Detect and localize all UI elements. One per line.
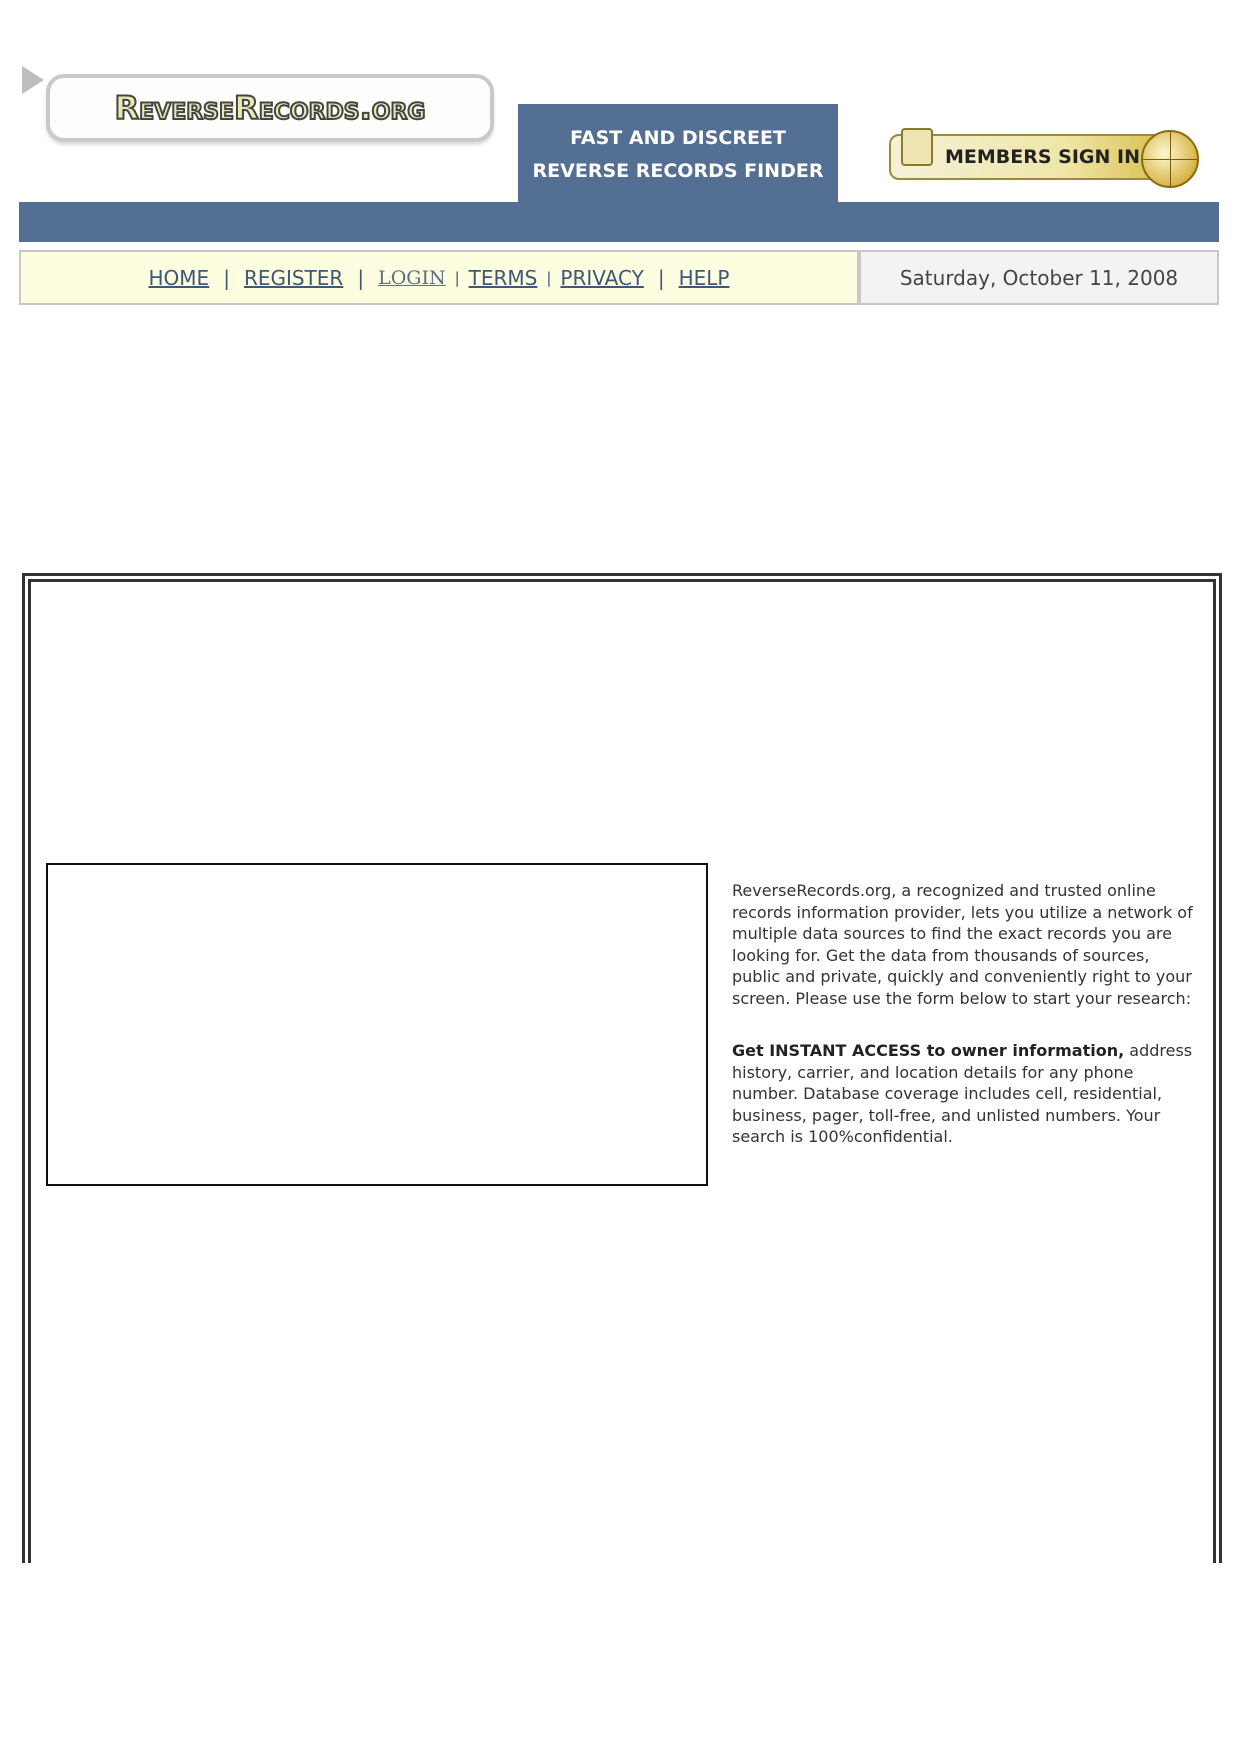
search-form-box (46, 863, 708, 1186)
access-paragraph (732, 1040, 1202, 1148)
main-nav (19, 250, 859, 305)
access-details: address history, carrier, and location details for any phone number. Database coverage includes cell, residential, business, pager, toll-free, and unlisted numbers. Your search is 100%confidential. (732, 1041, 1193, 1146)
nav-login[interactable]: LOGIN (378, 266, 446, 289)
site-logo[interactable] (22, 66, 490, 142)
members-sign-in-label: MEMBERS SIGN IN (945, 146, 1141, 168)
nav-separator: | (357, 265, 365, 290)
tagline-line2: REVERSE RECORDS FINDER (532, 160, 824, 182)
nav-separator: | (454, 268, 460, 287)
nav-help[interactable]: HELP (678, 265, 730, 290)
nav-separator: | (657, 265, 665, 290)
access-heading: Get INSTANT ACCESS to owner information, (732, 1041, 1125, 1060)
intro-paragraph: ReverseRecords.org, a recognized and trusted online records information provider, lets you utilize a network of multiple data sources to find the exact records you are looking for. Get the data from thousands of sources, public and private, quickly and conveniently right to your screen. Please use the form below to start your research: (732, 881, 1193, 1008)
info-text (732, 880, 1202, 1179)
header-bar (19, 202, 1219, 242)
nav-separator: | (546, 268, 552, 287)
tagline-line1: FAST AND DISCREET (570, 127, 786, 149)
scroll-icon (901, 128, 933, 166)
nav-separator: | (223, 265, 230, 290)
nav-register[interactable]: REGISTER (243, 265, 344, 290)
nav-home[interactable]: HOME (148, 265, 210, 290)
nav-terms[interactable]: TERMS (468, 265, 538, 290)
play-arrow-icon (22, 66, 44, 94)
globe-icon (1141, 130, 1199, 188)
members-sign-in-button[interactable] (885, 128, 1207, 186)
current-date: Saturday, October 11, 2008 (859, 250, 1219, 305)
logo-text: ReverseRecords.org (114, 89, 426, 127)
nav-privacy[interactable]: PRIVACY (560, 265, 644, 290)
tagline-tab (518, 104, 838, 204)
